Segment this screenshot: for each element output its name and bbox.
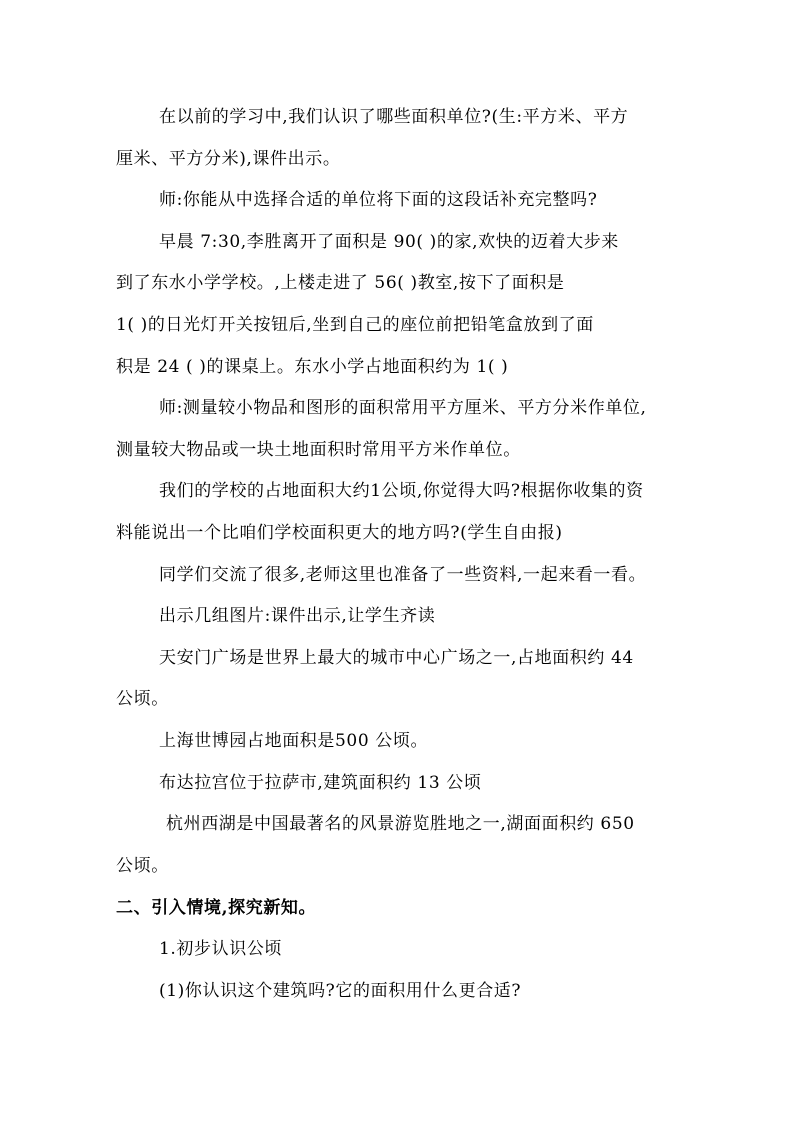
paragraph-11-line-1: 杭州西湖是中国最著名的风景游览胜地之一,湖面面积约 650 [166,814,635,834]
paragraph-5-line-2: 料能说出一个比咱们学校面积更大的地方吗?(学生自由报) [116,523,563,543]
paragraph-2-line-1: 师:你能从中选择合适的单位将下面的这段话补充完整吗? [159,190,598,210]
question-line: (1)你认识这个建筑吗?它的面积用什么更合适? [159,981,522,1001]
paragraph-8-line-2: 公顷。 [116,689,169,709]
paragraph-11-line-2: 公顷。 [116,856,169,876]
paragraph-5-line-1: 我们的学校的占地面积大约1公顷,你觉得大吗?根据你收集的资 [159,481,644,501]
paragraph-3-line-1: 早晨 7:30,李胜离开了面积是 90( )的家,欢快的迈着大步来 [159,232,619,252]
paragraph-4-line-2: 测量较大物品或一块土地面积时常用平方米作单位。 [116,440,521,460]
paragraph-7-line-1: 出示几组图片:课件出示,让学生齐读 [159,606,436,626]
paragraph-3-line-4: 积是 24 ( )的课桌上。东水小学占地面积约为 1( ) [116,357,509,377]
paragraph-4-line-1: 师:测量较小物品和图形的面积常用平方厘米、平方分米作单位, [159,398,647,418]
paragraph-10-line-1: 布达拉宫位于拉萨市,建筑面积约 13 公顷 [159,773,482,793]
section-heading: 二、引入情境,探究新知。 [116,898,317,918]
paragraph-9-line-1: 上海世博园占地面积是500 公顷。 [159,731,429,751]
paragraph-1-line-2: 厘米、平方分米),课件出示。 [116,149,341,169]
paragraph-8-line-1: 天安门广场是世界上最大的城市中心广场之一,占地面积约 44 [159,648,634,668]
paragraph-1-line-1: 在以前的学习中,我们认识了哪些面积单位?(生:平方米、平方 [159,107,629,127]
paragraph-3-line-3: 1( )的日光灯开关按钮后,坐到自己的座位前把铅笔盒放到了面 [116,315,594,335]
subsection-heading: 1.初步认识公顷 [159,939,283,959]
paragraph-6-line-1: 同学们交流了很多,老师这里也准备了一些资料,一起来看一看。 [159,565,647,585]
paragraph-3-line-2: 到了东水小学学校。,上楼走进了 56( )教室,按下了面积是 [116,273,565,293]
